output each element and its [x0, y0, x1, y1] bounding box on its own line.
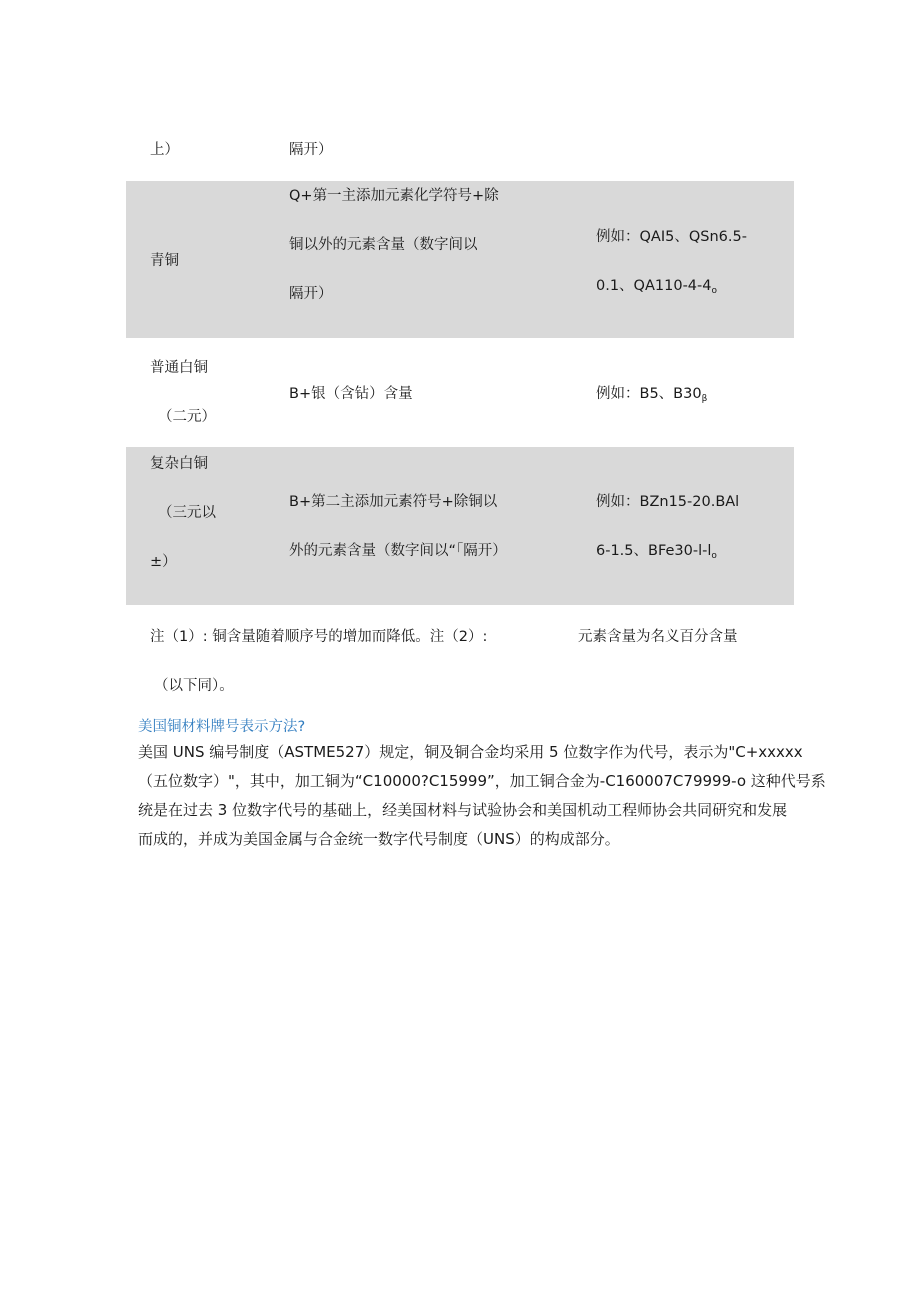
table-cell-example-cupronickel: 例如：B5、$B30_\beta$ [596, 386, 708, 404]
table-cell-name-bronze: 青铜 [150, 253, 179, 269]
paragraph-line: （五位数字）"，其中，加工铜为“C10000?C15999”，加工铜合金为-C160007C79999-o 这种代号系 [138, 772, 826, 790]
section-heading: 美国铜材料牌号表示方法? [138, 719, 306, 735]
table-cell-rule-bronze-2: 铜以外的元素含量（数字间以 [289, 237, 478, 253]
table-cell-rule-complex-1: B+第二主添加元素符号+除铜以 [289, 494, 498, 510]
table-note-left: 注（1）: 铜含量随着顺序号的增加而降低。注（2）: [150, 629, 488, 645]
table-cell-rule-cont: 隔开） [289, 142, 333, 158]
table-cell-example-complex-1: 例如：BZn15-20.BAl [596, 494, 740, 510]
table-cell-rule-complex-2: 外的元素含量（数字间以“「隔开） [289, 543, 507, 559]
table-cell-name-complex-3: ±） [150, 554, 177, 570]
table-cell-example-complex-2: 6-1.5、$BFe30-l-l_o$ [596, 543, 717, 561]
table-note-right: 元素含量为名义百分含量 [578, 629, 738, 645]
table-cell-example-bronze-2: 0.1、$QA110-4-4_o$ [596, 278, 717, 296]
paragraph-line: 美国 UNS 编号制度（ASTME527）规定，铜及铜合金均采用 5 位数字作为代号，表示为"C+xxxxx [138, 743, 803, 761]
paragraph-line: 统是在过去 3 位数字代号的基础上，经美国材料与试验协会和美国机动工程师协会共同研究和发展 [138, 801, 788, 819]
table-cell-rule-bronze-1: Q+第一主添加元素化学符号+除 [289, 188, 499, 204]
table-note-line2: （以下同）。 [154, 678, 234, 694]
table-cell-example-bronze-1: 例如：QAI5、QSn6.5- [596, 229, 747, 245]
paragraph-line: 而成的，并成为美国金属与合金统一数字代号制度（UNS）的构成部分。 [138, 830, 620, 848]
table-cell-name-cont: 上） [150, 142, 179, 158]
section-paragraph [138, 738, 826, 854]
table-cell-rule-cupronickel: B+银（含钻）含量 [289, 386, 413, 402]
table-row-complex-cupronickel [126, 447, 794, 605]
table-cell-name-cupronickel-1: 普通白铜 [150, 360, 208, 376]
table-cell-name-complex-1: 复杂白铜 [150, 456, 208, 472]
table-cell-name-complex-2: （三元以 [158, 505, 216, 521]
table-cell-rule-bronze-3: 隔开） [289, 286, 333, 302]
table-cell-name-cupronickel-2: （二元） [158, 409, 216, 425]
